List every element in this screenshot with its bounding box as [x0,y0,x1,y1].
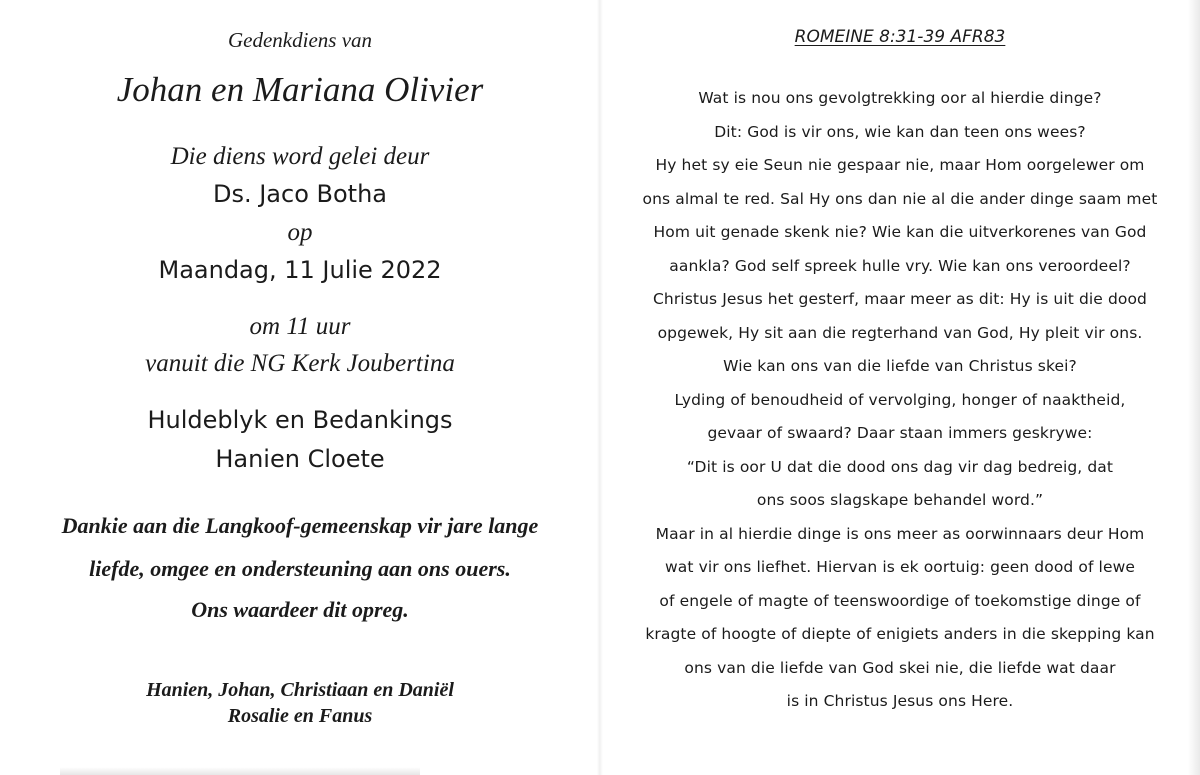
paper-edge [1188,0,1200,775]
service-time: om 11 uur [249,313,351,340]
scripture-line: is in Christus Jesus ons Here. [786,692,1014,710]
thanks-line: liefde, omgee en ondersteuning aan ons ouers. [89,556,511,581]
scripture-line: Hom uit genade skenk nie? Wie kan die uitverkorenes van God [653,223,1147,241]
scripture-line: Maar in al hierdie dinge is ons meer as oorwinnaars deur Hom [655,524,1145,543]
scripture-line: Dit: God is vir ons, wie kan dan teen ons wees? [714,122,1086,141]
scripture-line: Christus Jesus het gesterf, maar meer as dit: Hy is uit die dood [652,290,1147,308]
op-label: op [287,219,313,246]
scripture-line: wat vir ons liefhet. Hiervan is ek oortuig: geen dood of lewe [665,558,1135,576]
scripture-line: Lyding of benoudheid of vervolging, honger of naaktheid, [674,390,1126,409]
service-date: Maandag, 11 Julie 2022 [158,256,442,284]
tribute-heading: Huldeblyk en Bedankings [147,406,453,434]
thanks-line: Dankie aan die Langkoof-gemeenskap vir jare lange [61,513,539,538]
scripture-line: kragte of hoogte of diepte of enigiets anders in die skepping kan [645,625,1155,643]
thanks-line: Ons waardeer dit opreg. [191,597,409,622]
scripture-line: ons almal te red. Sal Hy ons dan nie al die ander dinge saam met [642,189,1158,208]
scripture-line: opgewek, Hy sit aan die regterhand van God, Hy pleit vir ons. [657,323,1143,342]
scan-smudge [60,767,420,775]
scripture-line: Wat is nou ons gevolgtrekking oor al hierdie dinge? [698,89,1102,107]
scripture-line: of engele of magte of teenswoordige of toekomstige dinge of [659,591,1141,610]
scripture-line: “Dit is oor U dat die dood ons dag vir dag bedreig, dat [686,457,1114,476]
tribute-speaker: Hanien Cloete [215,445,385,473]
scripture-line: ons van die liefde van God skei nie, die liefde wat daar [684,658,1116,677]
deceased-names: Johan en Mariana Olivier [116,70,484,109]
right-page [600,0,1200,775]
minister-name: Ds. Jaco Botha [212,180,387,208]
scripture-line: Wie kan ons van die liefde van Christus skei? [723,357,1077,375]
scripture-line: gevaar of swaard? Daar staan immers geskrywe: [707,424,1093,442]
led-by-label: Die diens word gelei deur [170,143,430,170]
family-signature: Rosalie en Fanus [227,705,373,727]
scripture-line: ons soos slagskape behandel word.” [756,491,1044,509]
scripture-reference: ROMEINE 8:31-39 AFR83 [794,27,1006,47]
scripture-line: aankla? God self spreek hulle vry. Wie kan ons veroordeel? [669,256,1131,275]
family-signature: Hanien, Johan, Christiaan en Daniël [146,679,454,701]
scripture-line: Hy het sy eie Seun nie gespaar nie, maar Hom oorgelewer om [655,156,1145,174]
service-venue: vanuit die NG Kerk Joubertina [145,350,455,377]
memorial-intro: Gedenkdiens van [227,28,373,52]
